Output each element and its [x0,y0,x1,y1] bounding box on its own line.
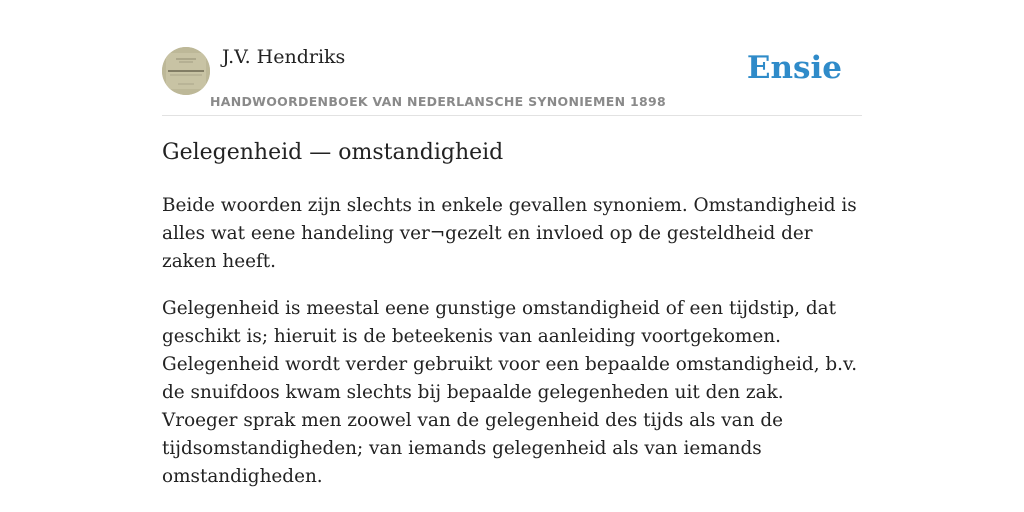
entry-title: Gelegenheid — omstandigheid [162,140,504,165]
entry-paragraph: Gelegenheid is meestal eene gunstige omstandigheid of een tijdstip, dat geschikt is; hieruit is de beteekenis van aanleiding voortgekomen. Gelegenheid wordt verder gebruikt voor een bepaalde omstandigheid, b.v. de snuifdoos kwam slechts bij bepaalde gelegenheden uit den zak. Vroeger sprak men zoowel van de gelegenheid des tijds als van de tijdsomstandigheden; van iemands gelegenheid als van iemands omstandigheden. [162,298,858,487]
entry-body [162,192,862,510]
book-cover-icon[interactable] [162,47,210,95]
ensie-logo[interactable]: Ensie [746,50,842,86]
source-title[interactable]: HANDWOORDENBOEK VAN NEDERLANSCHE SYNONIEMEN 1898 [210,94,667,109]
header [162,40,862,116]
entry-paragraph: Beide woorden zijn slechts in enkele gevallen synoniem. Omstandigheid is alles wat eene handeling ver¬gezelt en invloed op de gesteldheid der zaken heeft. [162,195,857,272]
author-name[interactable]: J.V. Hendriks [222,46,346,68]
